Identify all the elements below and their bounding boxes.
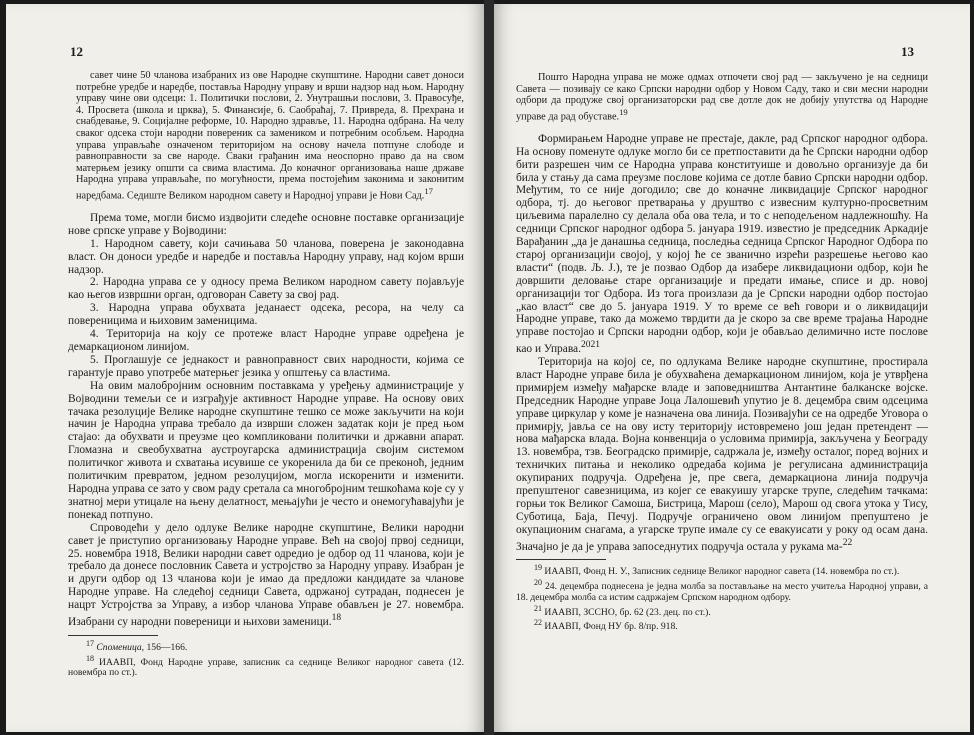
footnote-mark: 20: [534, 578, 542, 588]
page-number: 12: [70, 44, 83, 59]
page-number: 13: [901, 44, 914, 59]
footnote: [516, 604, 928, 619]
right-page: [494, 4, 970, 732]
footnote-divider: [516, 559, 606, 560]
footnote: [516, 578, 928, 603]
footnote-text: 156—166.: [144, 641, 188, 653]
footnote-mark: 17: [86, 638, 94, 648]
paragraph-text: Територија на којој се, по одлукама Велике народне скупштине, простирала власт Народне управе била је обухваћена демаркационом линијом, која је утврђена примирјем између мађарске владе и заповедништва Антантине балканске војске. Председник Народне управе Јоца Лалошевић упутио је 8. децембра свим одсецима управе циркулар у коме је назначена ова линија. Позивајући се на одредбе Уговора о примирју, јавља се на ову исту територију истовремено још један претендент — нова мађарска влада. Војна конвенција о условима примирја, закључена у Београду 13. новембра, тзв. Београдско примирје, садржала је, између осталог, поред војних и техничких питања и неколико одредаба којима је регулисана администрација окупираних подручја. Одређена је, пре свега, демаркациона линија подручја препуштеног савезницима, из којег се евакуишу угарске трупе, следећим тачкама: горњи ток Великог Самоша, Бистрица, Марош (село), Марош од свога утока у Тису, Суботица, Баја, Печуј. Подручје ограничено овом линијом препуштено је окупационим снагама, а угарске трупе имале су се евакуисати у року од осам дана. Значајно је да је управа запоседнутих подручја остала у рукама ма-: [516, 356, 928, 553]
footnote: [68, 654, 464, 679]
page-content: [516, 72, 928, 633]
book-gutter: [484, 0, 494, 735]
footnote-ref: 17: [424, 185, 433, 196]
block-quote: [76, 70, 464, 202]
footnote-ref: 18: [331, 613, 342, 624]
paragraph: [516, 133, 928, 356]
paragraph-text: Спроводећи у дело одлуке Велике народне скупштине, Велики народни савет је приступио организовању Народне управе. Већ на својој првој седници, 25. новембра 1918, Велики народни савет одредио је одбор од 11 чланова, који је требало да донесе пословник Савета и устројство за Народну управу. Изабран је и други одбор од 13 чланова који је имао да предложи кандидате за чланове Народне управе. На следећој седници Савета, одржаној сутрадан, поднесен је нацрт Устројства за Управу, а избор чланова Управе обављен је 27. новембра. Изабрани су народни повереници и њихови заменици.: [68, 521, 464, 628]
block-quote: [516, 72, 928, 123]
paragraph: Према томе, могли бисмо издвојити следеће основне поставке организације нове српске управе у Војводини:: [68, 211, 464, 237]
footnote-text: ИААВП, Фонд Народне управе, записник са седнице Великог народног савета (12. новембра по ст.).: [68, 656, 464, 679]
paragraph: На овим малобројним основним поставкама у уређењу администрације у Војводини темељи се и изграђује активност Народне управе. На основу ових тачака резолуције Велике народне скупштине тешко се може закључити на који начин је Народна управа требало да изврши сложен задатак који је пред њом стајао: да обухвати и преузме цео компликовани политички и државни апарат. Гломазна и свеобухватна аустроугарска администрација својим системом политичког живота и схватања исувише се укоренила да би се преконоћ, једним политичким превратом, једном резолуцијом, могла искоренити и изменити. Народна управа се зато у свом раду сретала са многобројним тешкоћама које су у знатној мери утицале на њену делатност, мењајући је често и онемогућавајући је понекад потпуно.: [68, 379, 464, 521]
footnote-emphasis: Споменица,: [96, 641, 145, 653]
footnote-ref: 22: [842, 537, 853, 548]
paragraph: [516, 356, 928, 553]
footnote: [68, 639, 464, 654]
list-item: 2. Народна управа се у односу према Великом народном савету појављује као његов извршни орган, одговоран Савету за свој рад.: [68, 276, 464, 302]
list-item: 3. Народна управа обухвата једанаест одсека, ресора, на челу са повереницима и њиховим заменицима.: [68, 302, 464, 328]
footnote-ref: 19: [619, 106, 628, 117]
footnote-mark: 21: [534, 603, 542, 613]
list-item: 4. Територија на коју се протеже власт Народне управе одређена је демаркационом линијом.: [68, 328, 464, 354]
footnote: [516, 618, 928, 633]
footnote-mark: 22: [534, 618, 542, 628]
footnote: [516, 563, 928, 578]
footnote-divider: [68, 635, 158, 636]
footnote-ref: 20: [580, 340, 591, 351]
quote-text: Пошто Народна управа не може одмах отпочети свој рад — закључено је на седници Савета — позивају се како Српски народни одбор у Новом Саду, тако и сви месни народни одбори да продуже свој организаторски рад све дотле док не добију упутства од Народне управе да рад обуставе.: [516, 72, 928, 123]
quote-text: савет чине 50 чланова изабраних из ове Народне скупштине. Народни савет доноси потребне уредбе и наредбе, поставља Народну управу и врши надзор над њом. Народну управу чине ови одсеци: 1. Политички послови, 2. Унутрашњи послови, 3. Правосуђе, 4. Просвета (школа и црква), 5. Финансије, 6. Саобраћај, 7. Привреда, 8. Прехрана и снабдевање, 9. Социјалне реформе, 10. Народно здравље, 11. Народна одбрана. На челу сваког одсека стоји народни повереник са замеником и потребним особљем. Народна управа управљаће означеном територијом на основу начела потпуне слободе и равноправности за све народе. Сваки грађанин има неоспорно право да на свом матерњем језику општи са свима властима. До коначног организовања наше државе Народна управа управљаће, по могућности, према постојећим законима и законитим наредбама. Седиште Великом народном савету и Народној управи је Нови Сад.: [76, 70, 464, 202]
footnote-text: ИААВП, Фонд НУ бр. 8/пр. 918.: [544, 621, 678, 633]
left-page: [6, 4, 484, 732]
paragraph: [68, 522, 464, 629]
paragraph-text: Формирањем Народне управе не престаје, дакле, рад Српског народног одбора. На основу поменуте одлуке могло би се претпоставити да ће Српски народни одбор бити разрешен чим се Народна управа конституише и довољно организује да би била у стању да сама преузме послове којима се дотле бавио Српски народни одбор. Међутим, то се није догодило; све до коначне ликвидације Српског народног одбора, тј. до његовог претварања у друштво с извесним културно-просветним циљевима паралелно су делала оба ова тела, и то с неподељеном надлежношћу. На седници Српског народног одбора 5. јануара 1919. известио је председник Аркадије Варађанин „да је данашња седница, последња седница Српског Народног Одбора по старој организацији својој, у којој ће се званично изрећи разрешење његово као власти“ (подв. Љ. Ј.), те је позвао Одбор да изабере ликвидациони одбор, који ће довршити деловање старе организације и предати имање, списе и др. новој организацији тог Одбора. Из тога произлази да је Српски народни одбор постојао „као власт“ све до 5. јануара 1919. У то време се већ говори и о ликвидацији Народне управе, тако да можемо тврдити да је скоро за све време трајања Народне управе постојао и Српски народни одбор, који је обављао делимично исте послове као и Управа.: [516, 132, 928, 356]
page-content: [68, 70, 464, 679]
list-item: 1. Народном савету, који сачињава 50 чланова, поверена је законодавна власт. Он доноси уредбе и наредбе и поставља Народну управу, над којом врши надзор.: [68, 237, 464, 276]
footnote-mark: 19: [534, 563, 542, 573]
footnote-mark: 18: [86, 653, 94, 663]
list-item: 5. Проглашује се једнакост и равноправност свих народности, којима се гарантује право употребе матерњег језика у општењу са властима.: [68, 353, 464, 379]
footnote-text: ИААВП, ЗССНО, бр. 62 (23. дец. по ст.).: [544, 606, 711, 618]
footnote-ref: 21: [590, 340, 600, 351]
footnote-text: ИААВП, Фонд Н. У., Записник седнице Великог народног савета (14. новембра по ст.).: [544, 566, 900, 578]
footnote-text: 24. децембра поднесена је једна молба за постављање на место учитеља Народној управи, а 18. децембра молба са истим садржајем Српском народном одбору.: [516, 581, 928, 603]
